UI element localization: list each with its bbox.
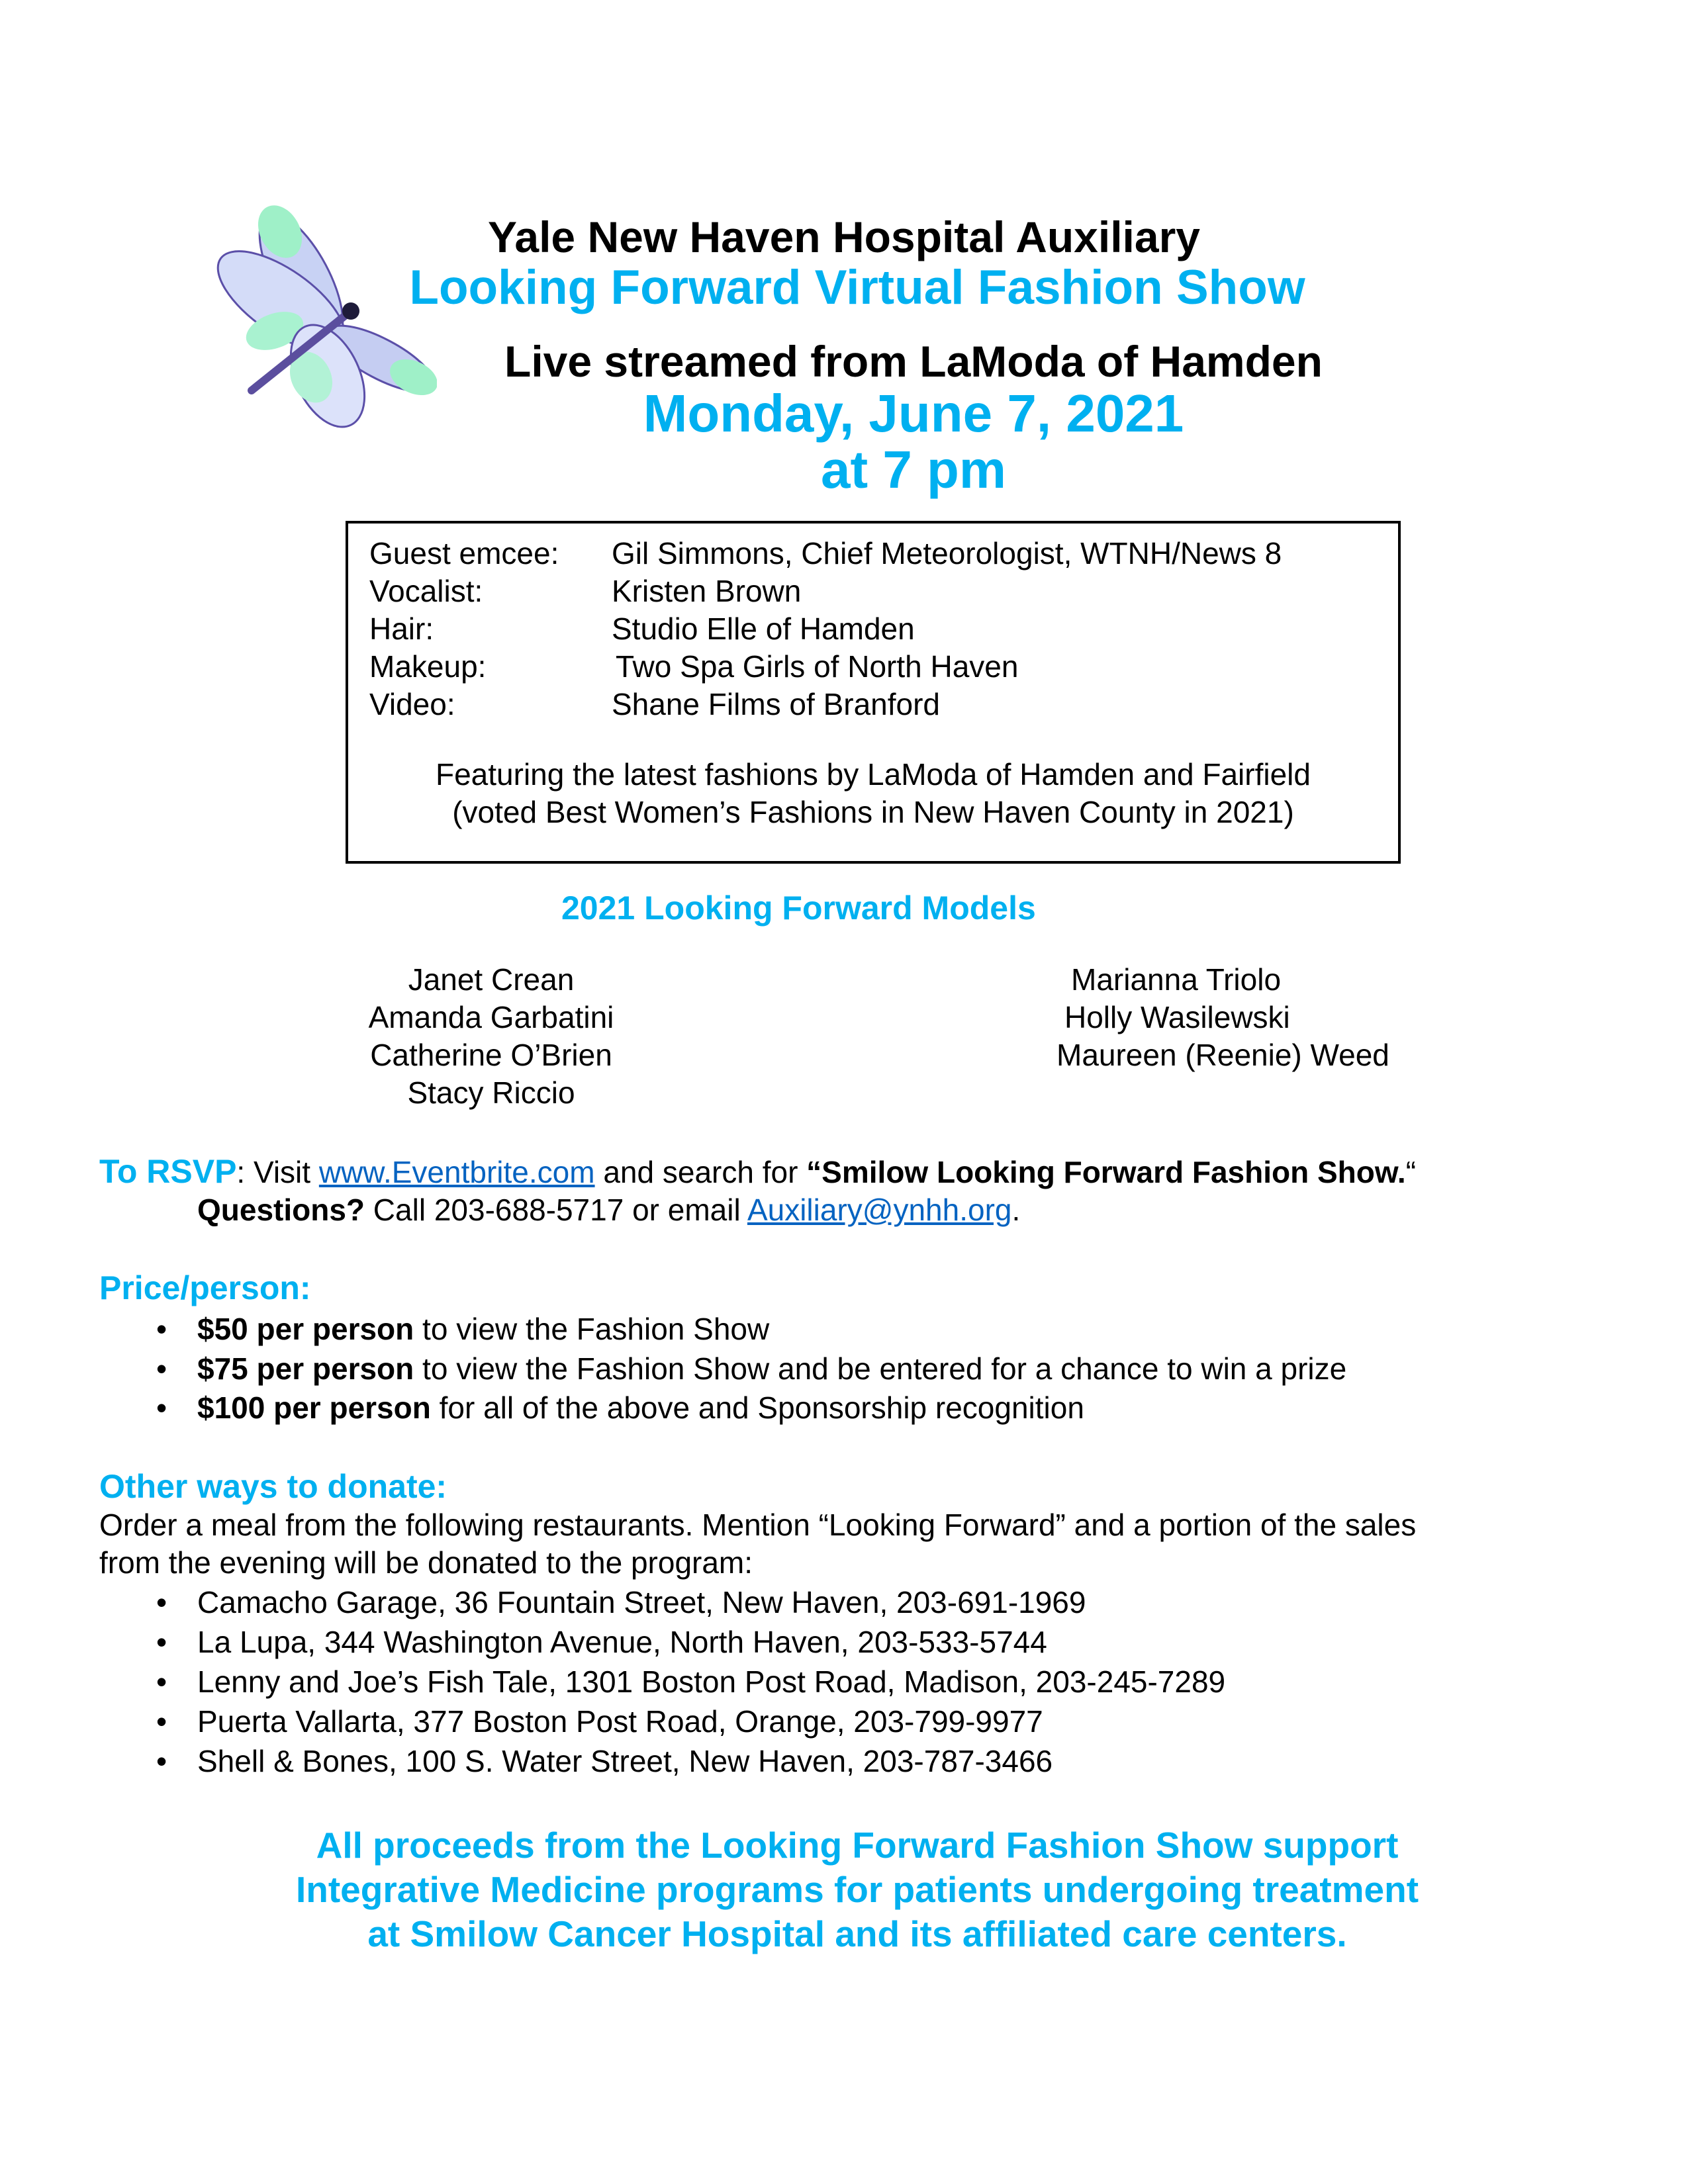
- price-desc: for all of the above and Sponsorship recognition: [430, 1390, 1084, 1425]
- questions-text: Call 203-688-5717 or email: [365, 1193, 747, 1227]
- rsvp-label: To RSVP: [99, 1153, 237, 1190]
- price-item: [156, 1388, 1084, 1427]
- restaurant-item: [156, 1662, 1225, 1701]
- credit-value: Two Spa Girls of North Haven: [616, 649, 1019, 684]
- search-term: “Smilow Looking Forward Fashion Show.: [806, 1155, 1406, 1189]
- models-heading: 2021 Looking Forward Models: [561, 889, 1036, 927]
- donate-intro-2: from the evening will be donated to the program:: [99, 1545, 753, 1580]
- model-name: Holly Wasilewski: [1064, 1000, 1290, 1034]
- closing-line-1: All proceeds from the Looking Forward Fashion Show support: [316, 1825, 1399, 1866]
- donate-intro-1: Order a meal from the following restaurants. Mention “Looking Forward” and a portion of the sales: [99, 1508, 1417, 1542]
- credit-row-makeup: [369, 648, 1018, 686]
- bullet-icon: •: [156, 1390, 167, 1425]
- restaurant-text: Puerta Vallarta, 377 Boston Post Road, Orange, 203-799-9977: [197, 1704, 1043, 1739]
- questions-label: Questions?: [197, 1193, 365, 1227]
- credit-value: Studio Elle of Hamden: [612, 612, 915, 646]
- eventbrite-link[interactable]: www.Eventbrite.com: [318, 1155, 595, 1189]
- credit-row-emcee: [369, 535, 1282, 572]
- price-amount: $75 per person: [197, 1351, 414, 1386]
- credit-row-video: [369, 686, 940, 723]
- model-name: Maureen (Reenie) Weed: [1056, 1038, 1389, 1072]
- credit-label: Video:: [369, 687, 455, 721]
- model-name: Catherine O’Brien: [370, 1038, 612, 1072]
- rsvp-text: and search for: [594, 1155, 807, 1189]
- restaurant-text: Camacho Garage, 36 Fountain Street, New Haven, 203-691-1969: [197, 1585, 1086, 1619]
- close-quote: “: [1405, 1155, 1417, 1189]
- credit-label: Vocalist:: [369, 574, 483, 608]
- restaurant-item: [156, 1583, 1086, 1621]
- credit-label: Hair:: [369, 612, 434, 646]
- bullet-icon: •: [156, 1585, 167, 1619]
- price-amount: $100 per person: [197, 1390, 431, 1425]
- org-title: Yale New Haven Hospital Auxiliary: [488, 212, 1200, 261]
- featuring-line-2: (voted Best Women’s Fashions in New Haven County in 2021): [452, 795, 1294, 829]
- restaurant-text: Lenny and Joe’s Fish Tale, 1301 Boston Post Road, Madison, 203-245-7289: [197, 1664, 1226, 1699]
- price-desc: to view the Fashion Show and be entered for a chance to win a prize: [414, 1351, 1347, 1386]
- restaurant-item: [156, 1702, 1043, 1741]
- event-title: Looking Forward Virtual Fashion Show: [409, 261, 1305, 314]
- restaurant-text: Shell & Bones, 100 S. Water Street, New Haven, 203-787-3466: [197, 1744, 1053, 1778]
- closing-line-3: at Smilow Cancer Hospital and its affiliated care centers.: [367, 1913, 1347, 1954]
- questions-end: .: [1011, 1193, 1021, 1227]
- credits-box: [346, 521, 1401, 864]
- credit-value: Shane Films of Branford: [612, 687, 941, 721]
- featuring-line-1: Featuring the latest fashions by LaModa of Hamden and Fairfield: [436, 757, 1311, 792]
- rsvp-text: : Visit: [236, 1155, 319, 1189]
- event-date: Monday, June 7, 2021: [643, 384, 1184, 443]
- credit-row-hair: [369, 610, 915, 648]
- venue-line: Live streamed from LaModa of Hamden: [504, 337, 1323, 386]
- model-name: Marianna Triolo: [1071, 962, 1282, 997]
- credit-row-vocalist: [369, 572, 801, 610]
- model-name: Janet Crean: [408, 962, 575, 997]
- restaurant-item: [156, 1623, 1047, 1661]
- pricing-heading: Price/person:: [99, 1269, 311, 1306]
- closing-line-2: Integrative Medicine programs for patients undergoing treatment: [295, 1869, 1419, 1910]
- credit-label: Makeup:: [369, 649, 487, 684]
- model-name: Amanda Garbatini: [368, 1000, 614, 1034]
- model-name: Stacy Riccio: [407, 1075, 575, 1110]
- bullet-icon: •: [156, 1664, 167, 1699]
- rsvp-line: [99, 1152, 1416, 1191]
- restaurant-text: La Lupa, 344 Washington Avenue, North Haven, 203-533-5744: [197, 1625, 1047, 1659]
- credit-value: Kristen Brown: [612, 574, 802, 608]
- price-item: [156, 1349, 1346, 1388]
- bullet-icon: •: [156, 1704, 167, 1739]
- bullet-icon: •: [156, 1312, 167, 1346]
- price-desc: to view the Fashion Show: [414, 1312, 770, 1346]
- restaurant-item: [156, 1742, 1053, 1780]
- event-time: at 7 pm: [820, 440, 1007, 499]
- questions-line: [197, 1191, 1020, 1229]
- email-link[interactable]: Auxiliary@ynhh.org: [747, 1193, 1012, 1227]
- bullet-icon: •: [156, 1744, 167, 1778]
- credit-label: Guest emcee:: [369, 536, 559, 570]
- price-amount: $50 per person: [197, 1312, 414, 1346]
- bullet-icon: •: [156, 1625, 167, 1659]
- bullet-icon: •: [156, 1351, 167, 1386]
- donate-heading: Other ways to donate:: [99, 1468, 447, 1505]
- credit-value: Gil Simmons, Chief Meteorologist, WTNH/News 8: [612, 536, 1282, 570]
- price-item: [156, 1310, 769, 1348]
